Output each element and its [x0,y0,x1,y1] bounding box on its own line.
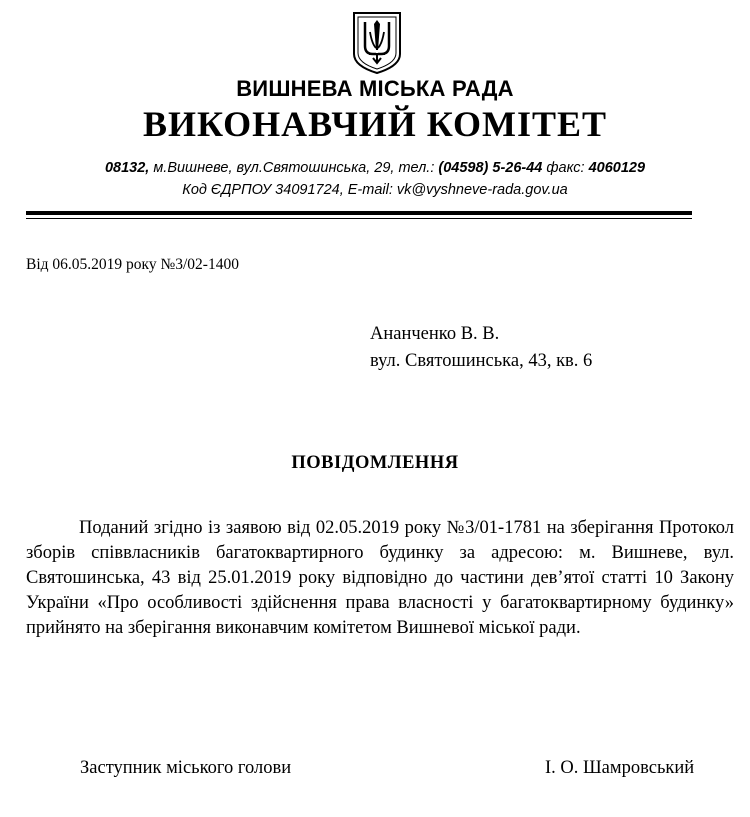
council-name: ВИШНЕВА МІСЬКА РАДА [236,76,514,101]
phone-number: (04598) 5-26-44 [438,160,543,176]
header-divider-thick [26,211,692,215]
recipient-name: Ананченко В. В. [370,324,500,344]
fax-label: факс: [542,160,589,176]
office-address: м.Вишневе, вул.Святошинська, 29, тел.: [149,160,439,176]
document-title: ПОВІДОМЛЕННЯ [291,453,459,473]
signatory-name: І. О. Шамровський [545,758,695,778]
recipient-address: вул. Святошинська, 43, кв. 6 [370,351,593,371]
document-reference: Від 06.05.2019 року №3/02-1400 [26,256,239,273]
fax-number: 4060129 [588,160,646,176]
committee-name: ВИКОНАВЧИЙ КОМІТЕТ [142,104,608,144]
header-divider-thin [26,218,692,219]
postcode: 08132, [104,160,150,176]
coat-of-arms-icon [351,10,403,76]
notice-body: Поданий згідно із заявою від 02.05.2019 року №3/01-1781 на зберігання Протокол зборів співвласників багатоквартирного будинку за адресою: м. Вишневе, вул. Святошинська, 43 від 25.01.2019 року відповідно до частини дев’ятої статті 10 Закону України «Про особливості здійснення права власності у багатоквартирному будинку» прийнято на зберігання виконавчим комітетом Вишневої міської ради. [26,518,734,638]
contact-line-2: Код ЄДРПОУ 34091724, E-mail: vk@vyshneve-rada.gov.ua [182,182,568,198]
contact-line-1 [0,160,750,176]
signatory-position: Заступник міського голови [80,758,292,778]
